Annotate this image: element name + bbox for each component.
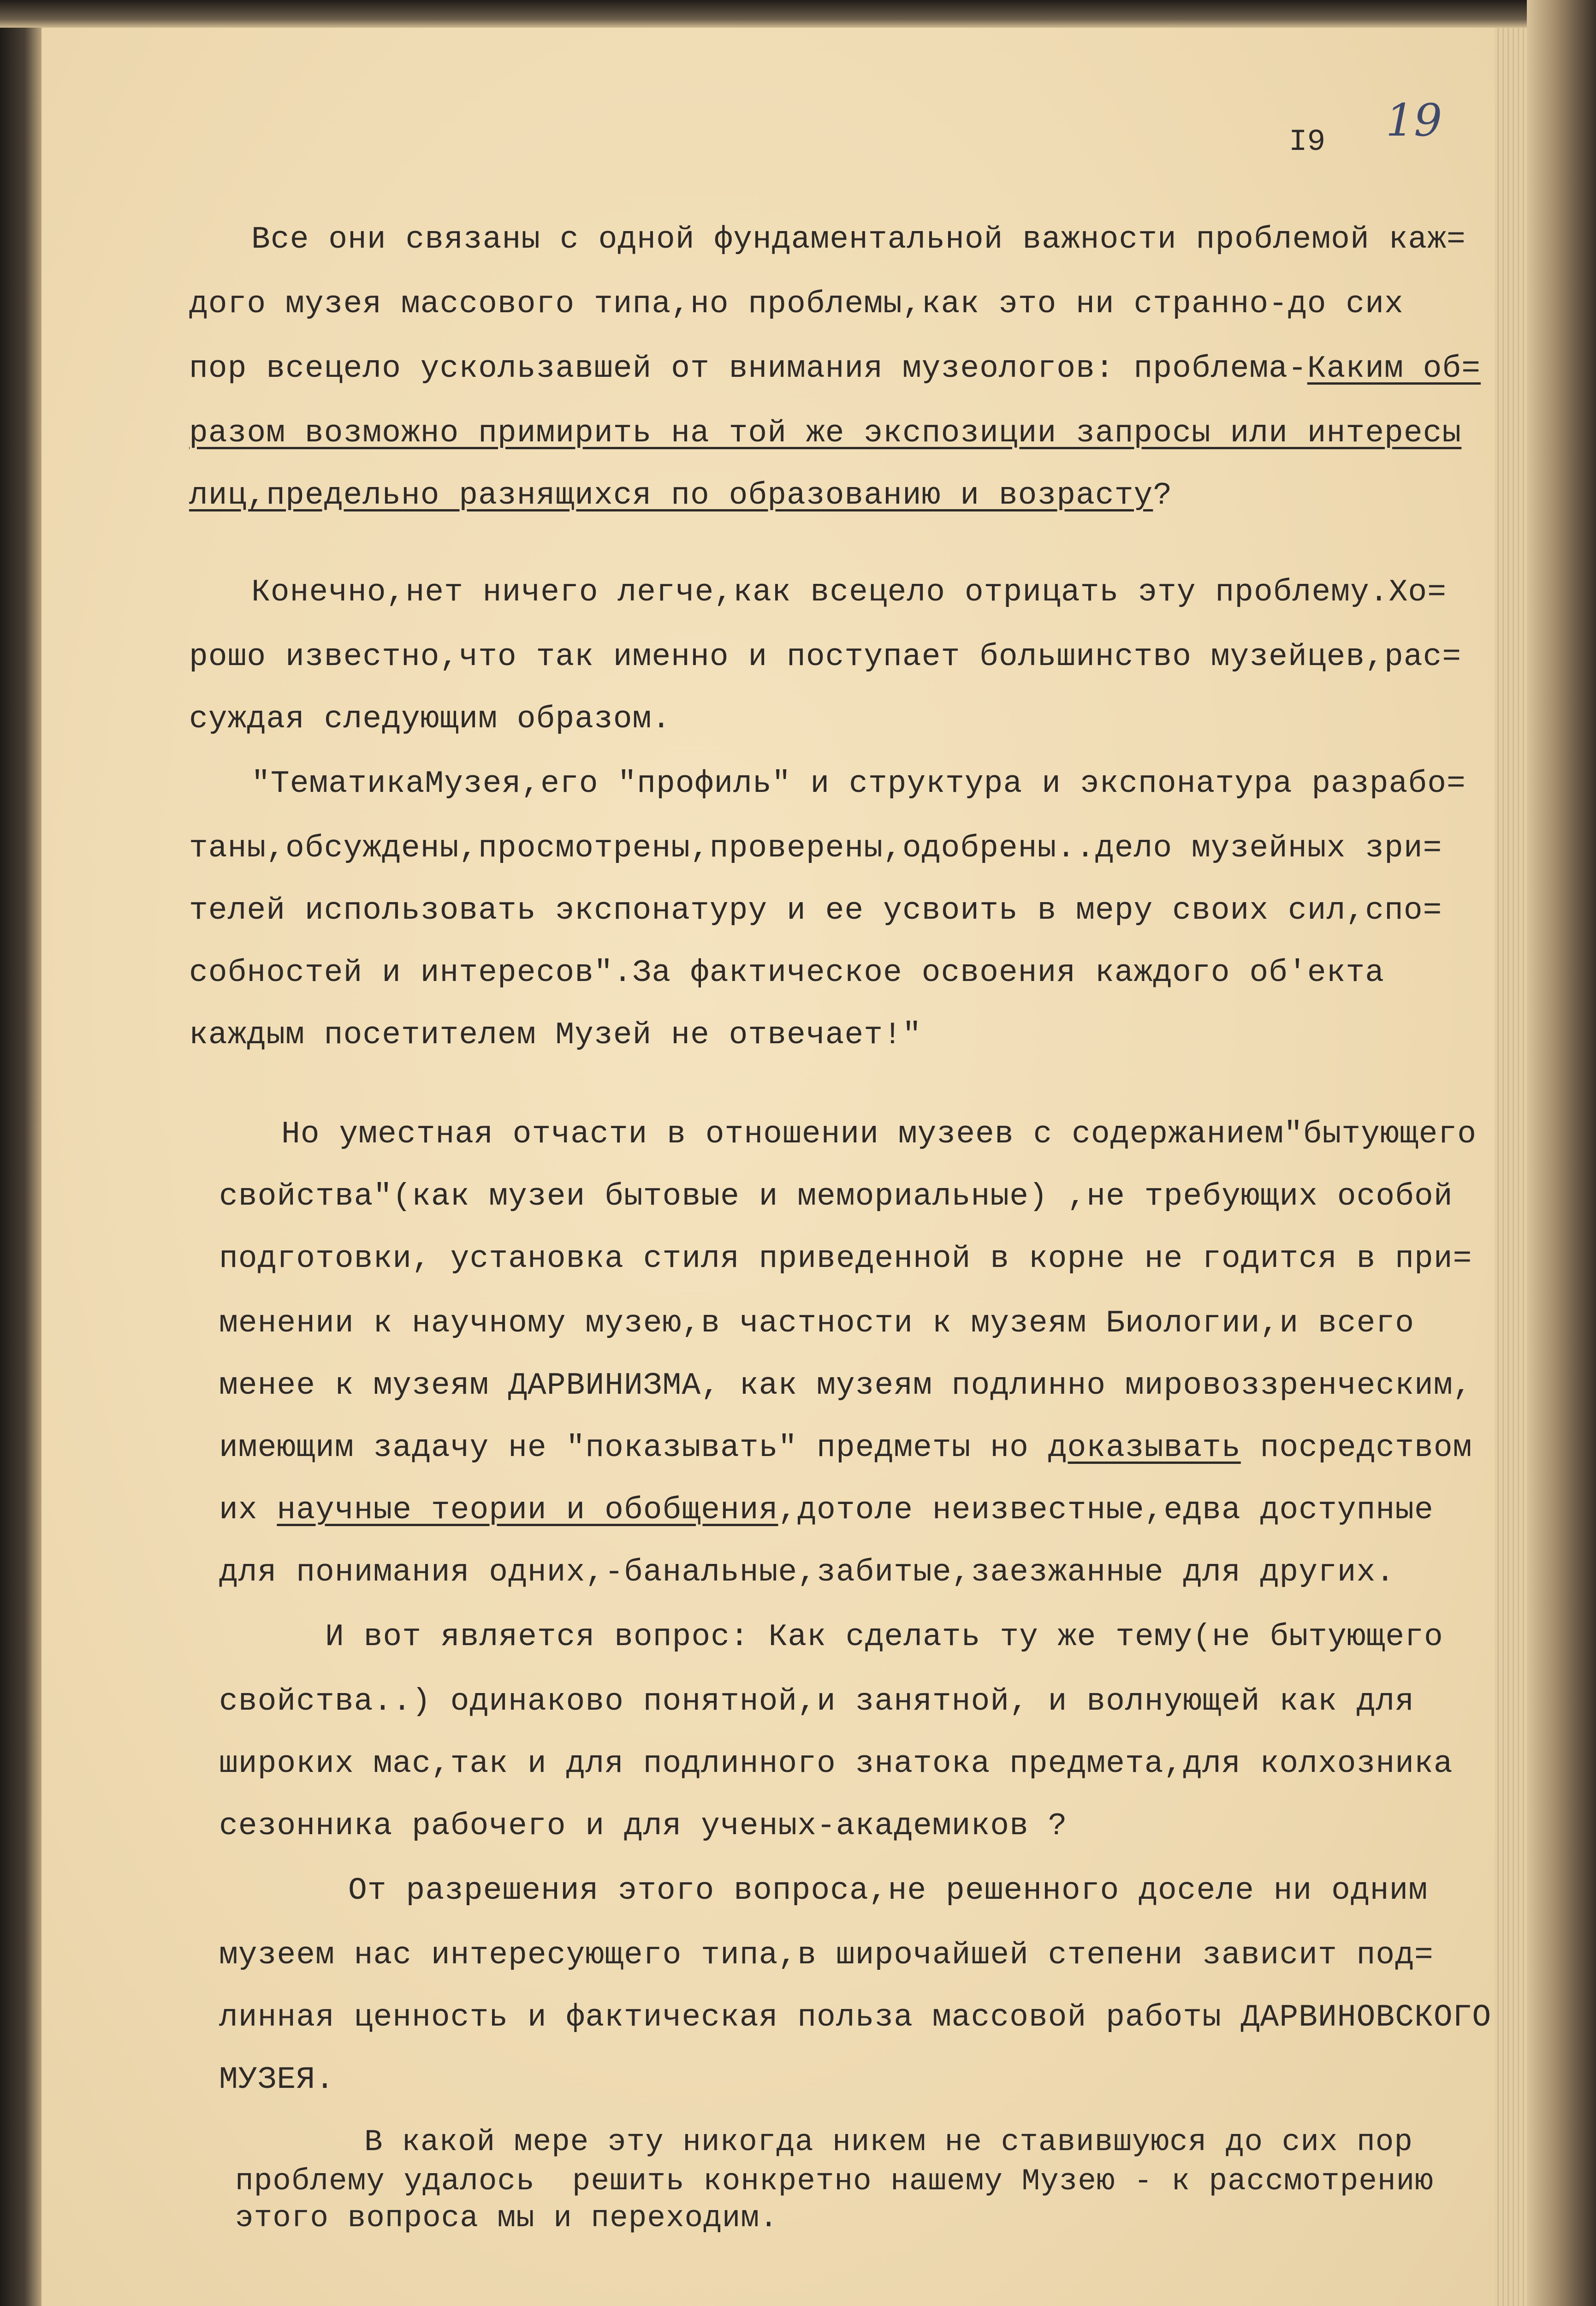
text-line: таны,обсуждены,просмотрены,проверены,одобрены..дело музейных зри= bbox=[189, 831, 1442, 866]
text-line: Конечно,нет ничего легче,как всецело отрицать эту проблему.Хо= bbox=[251, 575, 1447, 610]
text-span: их bbox=[219, 1492, 277, 1528]
text-line: линная ценность и фактическая польза массовой работы ДАРВИНОВСКОГО bbox=[219, 2000, 1492, 2035]
text-line: каждым посетителем Музей не отвечает!" bbox=[189, 1017, 922, 1053]
text-span: ,дотоле неизвестные,едва доступные bbox=[778, 1492, 1434, 1528]
text-line: музеем нас интересующего типа,в широчайшей степени зависит под= bbox=[219, 1938, 1434, 1973]
text-line: свойства..) одинаково понятной,и занятной, и волнующей как для bbox=[219, 1684, 1415, 1719]
underlined-text: Каким об= bbox=[1307, 351, 1481, 386]
text-line: "ТематикаМузея,его "профиль" и структура и экспонатура разрабо= bbox=[251, 766, 1466, 802]
text-line: В какой мере эту никогда никем не ставившуюся до сих пор bbox=[364, 2125, 1413, 2159]
text-line: телей использовать экспонатуру и ее усвоить в меру своих сил,спо= bbox=[189, 893, 1442, 928]
text-line: сезонника рабочего и для ученых-академиков ? bbox=[219, 1808, 1068, 1844]
scan-border-right bbox=[1527, 0, 1596, 2306]
scan-border-left bbox=[0, 0, 42, 2306]
text-line: От разрешения этого вопроса,не решенного доселе ни одним bbox=[348, 1873, 1428, 1908]
scan-border-top bbox=[0, 0, 1596, 28]
text-line: этого вопроса мы и переходим. bbox=[235, 2201, 778, 2235]
underlined-line: разом возможно примирить на той же экспозиции запросы или интересы bbox=[189, 416, 1462, 451]
text-line bbox=[189, 477, 1172, 514]
text-line: для понимания одних,-банальные,забитые,заезжанные для других. bbox=[219, 1555, 1395, 1590]
text-line: Все они связаны с одной фундаментальной важности проблемой каж= bbox=[251, 222, 1466, 257]
typed-page-number: I9 bbox=[1289, 125, 1326, 159]
text-line: свойства"(как музеи бытовые и мемориальные) ,не требующих особой bbox=[219, 1179, 1453, 1214]
text-line: И вот является вопрос: Как сделать ту же тему(не бытующего bbox=[325, 1619, 1443, 1655]
text-line: Но уместная отчасти в отношении музеев с содержанием"бытующего bbox=[281, 1117, 1477, 1152]
text-line: широких мас,так и для подлинного знатока предмета,для колхозника bbox=[219, 1746, 1453, 1782]
text-line: собностей и интересов".За фактическое освоения каждого об'екта bbox=[189, 955, 1385, 991]
text-line: менее к музеям ДАРВИНИЗМА, как музеям подлинно мировоззренческим, bbox=[219, 1368, 1472, 1403]
text-line bbox=[189, 351, 1481, 387]
text-span: имеющим задачу не "показывать" предметы но bbox=[219, 1430, 1048, 1466]
underlined-text: доказывать bbox=[1048, 1430, 1241, 1466]
text-line: подготовки, установка стиля приведенной в корне не годится в при= bbox=[219, 1241, 1472, 1277]
text-line bbox=[219, 1492, 1434, 1529]
text-span: пор всецело ускользавшей от внимания музеологов: проблема- bbox=[189, 351, 1307, 386]
text-span: ? bbox=[1153, 478, 1173, 513]
underlined-text: научные теории и обобщения bbox=[277, 1492, 778, 1528]
underlined-text: лиц,предельно разнящихся по образованию и возрасту bbox=[189, 478, 1153, 513]
text-line: суждая следующим образом. bbox=[189, 701, 671, 737]
text-span: посредством bbox=[1240, 1430, 1472, 1466]
handwritten-page-number: 19 bbox=[1386, 95, 1442, 146]
text-line: дого музея массового типа,но проблемы,как это ни странно-до сих bbox=[189, 286, 1404, 322]
text-line: проблему удалось решить конкретно нашему Музею - к рассмотрению bbox=[235, 2164, 1434, 2199]
text-line: МУЗЕЯ. bbox=[219, 2062, 335, 2098]
text-line bbox=[219, 1430, 1472, 1467]
stacked-page-edges bbox=[1495, 28, 1527, 2306]
text-line: менении к научному музею,в частности к музеям Биологии,и всего bbox=[219, 1306, 1415, 1341]
text-line: рошо известно,что так именно и поступает большинство музейцев,рас= bbox=[189, 639, 1462, 675]
